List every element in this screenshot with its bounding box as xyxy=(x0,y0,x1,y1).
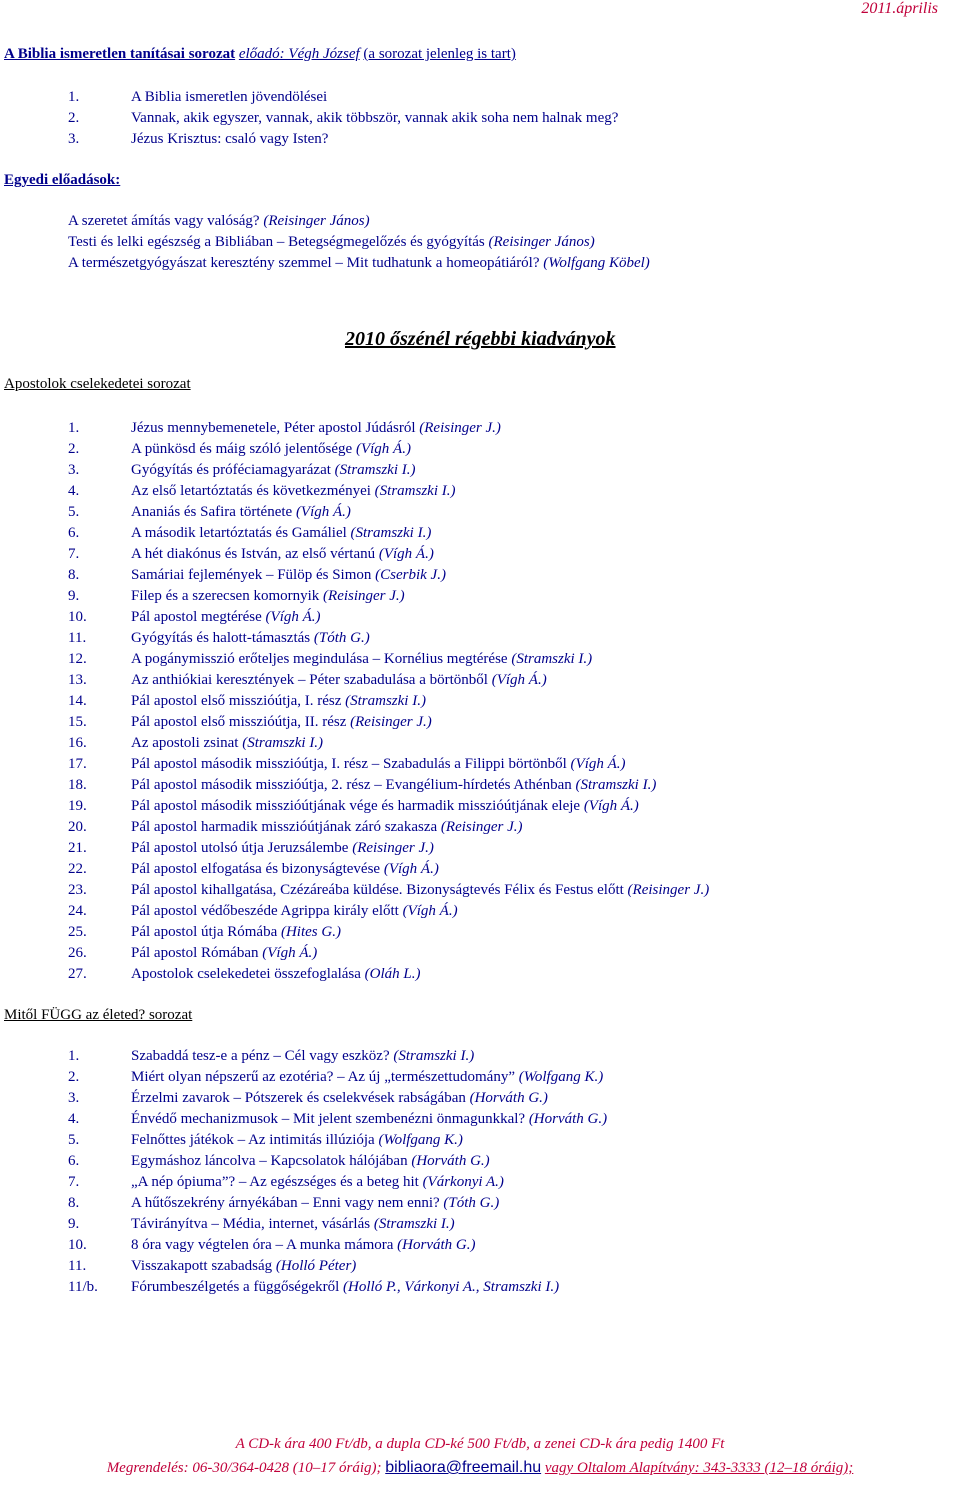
item-number: 7. xyxy=(68,1174,80,1190)
item-author: (Reisinger J.) xyxy=(440,819,523,835)
list-item xyxy=(68,1256,948,1277)
acts-series-list xyxy=(68,418,948,985)
item-number: 5. xyxy=(68,504,80,520)
item-text: Pál apostol első misszióútja, I. rész (Stramszki I.) xyxy=(131,693,426,709)
item-author: (Tóth G.) xyxy=(443,1195,500,1211)
item-author: (Holló P., Várkonyi A., Stramszki I.) xyxy=(343,1279,560,1295)
item-text: A második letartóztatás és Gamáliel (Stramszki I.) xyxy=(131,525,432,541)
item-author: (Stramszki I.) xyxy=(242,735,324,751)
list-item xyxy=(68,670,948,691)
item-text: Érzelmi zavarok – Pótszerek és cselekvések rabságában (Horváth G.) xyxy=(131,1090,548,1106)
item-text: Ananiás és Safira története (Vígh Á.) xyxy=(131,504,351,520)
item-number: 6. xyxy=(68,525,80,541)
item-number: 10. xyxy=(68,609,87,625)
item-text: A pünkösd és máig szóló jelentősége (Vígh Á.) xyxy=(131,441,411,457)
item-text: A hét diakónus és István, az első vértanú (Vígh Á.) xyxy=(131,546,434,562)
list-item xyxy=(68,922,948,943)
item-text: Filep és a szerecsen komornyik (Reisinger J.) xyxy=(131,588,405,604)
item-author: (Reisinger J.) xyxy=(323,588,405,604)
list-item: 2. Vannak, akik egyszer, vannak, akik többször, vannak akik soha nem halnak meg? xyxy=(68,110,619,126)
item-author: (Stramszki I.) xyxy=(575,777,657,793)
item-number: 3. xyxy=(68,462,80,478)
list-item: 1. A Biblia ismeretlen jövendölései xyxy=(68,89,328,105)
item-number: 15. xyxy=(68,714,87,730)
item-text: Pál apostol elfogatása és bizonyságtevése (Vígh Á.) xyxy=(131,861,439,877)
item-text: Pál apostol utolsó útja Jeruzsálembe (Reisinger J.) xyxy=(131,840,434,856)
list-item xyxy=(68,901,948,922)
list-item xyxy=(68,1046,948,1067)
item-author: (Stramszki I.) xyxy=(345,693,426,709)
list-item: A természetgyógyászat keresztény szemmel – Mit tudhatunk a homeopátiáról? (Wolfgang Köbel) xyxy=(68,255,650,271)
item-text: Az első letartóztatás és következményei (Stramszki I.) xyxy=(131,483,456,499)
date-label: 2011.április xyxy=(861,0,938,17)
item-author: (Wolfgang K.) xyxy=(518,1069,604,1085)
item-author: (Horváth G.) xyxy=(528,1111,608,1127)
item-text: Pál apostol Rómában (Vígh Á.) xyxy=(131,945,318,961)
item-text: Gyógyítás és halott-támasztás (Tóth G.) xyxy=(131,630,370,646)
item-author: (Wolfgang K.) xyxy=(378,1132,463,1148)
item-text: Pál apostol megtérése (Vígh Á.) xyxy=(131,609,321,625)
item-author: (Vígh Á.) xyxy=(570,756,626,772)
item-number: 5. xyxy=(68,1132,80,1148)
bible-series-note: (a sorozat jelenleg is tart) xyxy=(363,46,516,62)
item-text: Pál apostol első misszióútja, II. rész (Reisinger J.) xyxy=(131,714,432,730)
acts-series-heading: Apostolok cselekedetei sorozat xyxy=(4,376,191,392)
item-author: (Vígh Á.) xyxy=(402,903,458,919)
item-author: (Stramszki I.) xyxy=(511,651,593,667)
item-text: Pál apostol kihallgatása, Czézáreába küldése. Bizonyságtevés Félix és Festus előtt (Reisinger J.) xyxy=(131,882,710,898)
item-author: (Stramszki I.) xyxy=(393,1048,475,1064)
item-author: (Vígh Á.) xyxy=(583,798,639,814)
bible-series-name: A Biblia ismeretlen tanításai sorozat xyxy=(4,46,236,62)
item-number: 10. xyxy=(68,1237,87,1253)
list-item xyxy=(68,1067,948,1088)
email-link[interactable]: bibliaora@freemail.hu xyxy=(385,1459,542,1476)
list-item xyxy=(68,1088,948,1109)
item-number: 4. xyxy=(68,483,80,499)
list-item xyxy=(68,943,948,964)
list-item xyxy=(68,649,948,670)
item-author: (Holló Péter) xyxy=(275,1258,357,1274)
list-item xyxy=(68,418,948,439)
list-item xyxy=(68,628,948,649)
order-foundation: vagy Oltalom Alapítvány: 343-3333 (12–18 óráig); xyxy=(544,1460,854,1476)
item-text: Samáriai fejlemények – Fülöp és Simon (Cserbik J.) xyxy=(131,567,446,583)
item-author: (Stramszki I.) xyxy=(374,483,456,499)
list-item xyxy=(68,838,948,859)
life-series-list xyxy=(68,1046,948,1298)
item-number: 8. xyxy=(68,567,80,583)
item-author: (Vígh Á.) xyxy=(383,861,439,877)
item-number: 3. xyxy=(68,1090,80,1106)
list-item xyxy=(68,1193,948,1214)
item-number: 6. xyxy=(68,1153,80,1169)
list-item xyxy=(68,1130,948,1151)
item-number: 22. xyxy=(68,861,87,877)
item-text: Énvédő mechanizmusok – Mit jelent szembenézni önmagunkkal? (Horváth G.) xyxy=(131,1111,608,1127)
item-text: A hűtőszekrény árnyékában – Enni vagy nem enni? (Tóth G.) xyxy=(131,1195,500,1211)
item-author: (Horváth G.) xyxy=(397,1237,476,1253)
item-author: (Horváth G.) xyxy=(411,1153,490,1169)
item-author: (Horváth G.) xyxy=(469,1090,548,1106)
item-number: 12. xyxy=(68,651,87,667)
item-number: 26. xyxy=(68,945,87,961)
item-number: 24. xyxy=(68,903,87,919)
item-author: (Vígh Á.) xyxy=(378,546,434,562)
item-number: 25. xyxy=(68,924,87,940)
item-number: 9. xyxy=(68,588,80,604)
item-author: (Reisinger J.) xyxy=(627,882,710,898)
item-text: Pál apostol második misszióútjának vége és harmadik misszióútjának eleje (Vígh Á.) xyxy=(131,798,639,814)
item-author: (Stramszki I.) xyxy=(373,1216,455,1232)
item-author: (Vígh Á.) xyxy=(295,504,351,520)
list-item xyxy=(68,544,948,565)
item-text: Fórumbeszélgetés a függőségekről (Holló P., Várkonyi A., Stramszki I.) xyxy=(131,1279,560,1295)
item-number: 16. xyxy=(68,735,87,751)
item-text: Egymáshoz láncolva – Kapcsolatok hálójában (Horváth G.) xyxy=(131,1153,490,1169)
item-number: 19. xyxy=(68,798,87,814)
item-number: 13. xyxy=(68,672,87,688)
item-text: Gyógyítás és próféciamagyarázat (Stramszki I.) xyxy=(131,462,416,478)
life-series-heading: Mitől FÜGG az életed? sorozat xyxy=(4,1007,193,1023)
list-item xyxy=(68,565,948,586)
list-item xyxy=(68,733,948,754)
bible-series-title xyxy=(4,46,516,63)
item-text: Felnőttes játékok – Az intimitás illúziója (Wolfgang K.) xyxy=(131,1132,463,1148)
item-number: 9. xyxy=(68,1216,80,1232)
item-number: 1. xyxy=(68,1048,80,1064)
list-item xyxy=(68,502,948,523)
prices-note: A CD-k ára 400 Ft/db, a dupla CD-ké 500 Ft/db, a zenei CD-k ára pedig 1400 Ft xyxy=(235,1436,725,1452)
item-text: Apostolok cselekedetei összefoglalása (Oláh L.) xyxy=(131,966,421,982)
list-item xyxy=(68,460,948,481)
list-item xyxy=(68,523,948,544)
list-item xyxy=(68,1172,948,1193)
item-text: Pál apostol harmadik misszióútjának záró szakasza (Reisinger J.) xyxy=(131,819,523,835)
list-item xyxy=(68,964,948,985)
list-item xyxy=(68,754,948,775)
item-author: (Vígh Á.) xyxy=(262,945,318,961)
item-author: (Vígh Á.) xyxy=(491,672,547,688)
list-item xyxy=(68,1214,948,1235)
item-number: 2. xyxy=(68,441,80,457)
item-text: Az anthiókiai keresztények – Péter szabadulása a börtönből (Vígh Á.) xyxy=(131,672,547,688)
item-number: 8. xyxy=(68,1195,80,1211)
item-author: (Reisinger J.) xyxy=(352,840,434,856)
list-item: A szeretet ámítás vagy valóság? (Reisinger János) xyxy=(68,213,370,229)
item-number: 11. xyxy=(68,1258,87,1274)
item-author: (Vígh Á.) xyxy=(355,441,411,457)
list-item xyxy=(68,1235,948,1256)
list-item xyxy=(68,796,948,817)
item-text: Jézus mennybemenetele, Péter apostol Júdásról (Reisinger J.) xyxy=(131,420,501,436)
bible-series-list xyxy=(68,87,928,150)
list-item xyxy=(68,817,948,838)
item-text: Pál apostol védőbeszéde Agrippa király előtt (Vígh Á.) xyxy=(131,903,458,919)
item-number: 4. xyxy=(68,1111,80,1127)
item-number: 21. xyxy=(68,840,87,856)
item-number: 2. xyxy=(68,1069,80,1085)
list-item xyxy=(68,1109,948,1130)
item-text: Pál apostol második misszióútja, I. rész – Szabadulás a Filippi börtönből (Vígh Á.) xyxy=(131,756,626,772)
item-text: Az apostoli zsinat (Stramszki I.) xyxy=(131,735,324,751)
list-item xyxy=(68,439,948,460)
list-item xyxy=(68,859,948,880)
item-author: (Cserbik J.) xyxy=(375,567,446,583)
list-item xyxy=(68,880,948,901)
item-author: (Várkonyi A.) xyxy=(422,1174,504,1190)
list-item: Testi és lelki egészség a Bibliában – Betegségmegelőzés és gyógyítás (Reisinger János) xyxy=(68,234,595,250)
item-number: 17. xyxy=(68,756,87,772)
item-author: (Vígh Á.) xyxy=(265,609,321,625)
item-number: 23. xyxy=(68,882,87,898)
individual-list xyxy=(68,211,948,274)
item-text: Távirányítva – Média, internet, vásárlás (Stramszki I.) xyxy=(131,1216,455,1232)
item-author: (Oláh L.) xyxy=(364,966,421,982)
list-item xyxy=(68,1277,948,1298)
item-text: Visszakapott szabadság (Holló Péter) xyxy=(131,1258,357,1274)
bible-series-presenter: előadó: Végh József xyxy=(238,46,360,62)
item-number: 1. xyxy=(68,420,80,436)
item-number: 11. xyxy=(68,630,87,646)
item-text: Pál apostol útja Rómába (Hites G.) xyxy=(131,924,341,940)
list-item xyxy=(68,586,948,607)
item-text: 8 óra vagy végtelen óra – A munka mámora (Horváth G.) xyxy=(131,1237,476,1253)
order-line xyxy=(0,1459,960,1477)
item-text: „A nép ópiuma”? – Az egészséges és a beteg hit (Várkonyi A.) xyxy=(131,1174,504,1190)
list-item xyxy=(68,1151,948,1172)
item-text: Miért olyan népszerű az ezotéria? – Az új „természettudomány” (Wolfgang K.) xyxy=(131,1069,604,1085)
item-author: (Reisinger J.) xyxy=(350,714,432,730)
item-text: Pál apostol második misszióútja, 2. rész – Evangélium-hírdetés Athénban (Stramszki I.) xyxy=(131,777,657,793)
item-number: 11/b. xyxy=(68,1279,98,1295)
item-author: (Hites G.) xyxy=(280,924,341,940)
list-item xyxy=(68,691,948,712)
older-publications-heading: 2010 őszénél régebbi kiadványok xyxy=(345,328,616,350)
order-phone: Megrendelés: 06-30/364-0428 (10–17 óráig); xyxy=(106,1460,382,1476)
item-text: A pogánymisszió erőteljes megindulása – Kornélius megtérése (Stramszki I.) xyxy=(131,651,593,667)
item-number: 20. xyxy=(68,819,87,835)
list-item xyxy=(68,607,948,628)
item-author: (Tóth G.) xyxy=(313,630,370,646)
list-item: 3. Jézus Krisztus: csaló vagy Isten? xyxy=(68,131,329,147)
list-item xyxy=(68,481,948,502)
item-number: 18. xyxy=(68,777,87,793)
item-author: (Stramszki I.) xyxy=(334,462,416,478)
item-number: 14. xyxy=(68,693,87,709)
item-text: Szabaddá tesz-e a pénz – Cél vagy eszköz? (Stramszki I.) xyxy=(131,1048,475,1064)
item-number: 7. xyxy=(68,546,80,562)
item-number: 27. xyxy=(68,966,87,982)
item-author: (Reisinger J.) xyxy=(419,420,501,436)
list-item xyxy=(68,712,948,733)
individual-heading: Egyedi előadások: xyxy=(4,172,121,188)
item-author: (Stramszki I.) xyxy=(350,525,432,541)
list-item xyxy=(68,775,948,796)
